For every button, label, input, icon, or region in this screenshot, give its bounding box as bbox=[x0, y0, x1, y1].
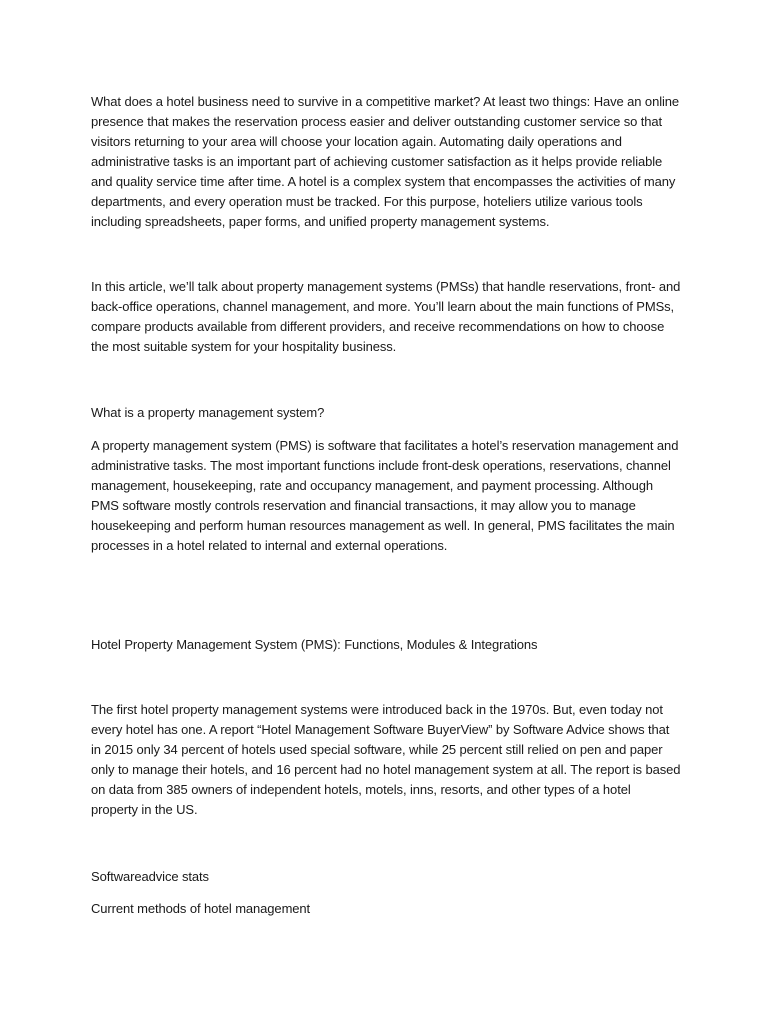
chart-title: Current methods of hotel management bbox=[91, 901, 311, 916]
pms-definition-paragraph: A property management system (PMS) is software that facilitates a hotel’s reservation management and administrative tasks. The most important functions include front-desk operations, reservations, channel management, housekeeping, rate and occupancy management, and payment processing. Although PMS software mostly controls reservation and financial transactions, it may allow you to manage housekeeping and perform human resources management as well. In general, PMS facilitates the main processes in a hotel related to internal and external operations. bbox=[91, 438, 679, 553]
heading-pms-functions: Hotel Property Management System (PMS): Functions, Modules & Integrations bbox=[91, 637, 538, 652]
intro-paragraph: What does a hotel business need to survive in a competitive market? At least two things: Have an online presence that makes the reservation process easier and deliver outstanding customer service so that visitors returning to your area will choose your location again. Automating daily operations and administrative tasks is an important part of achieving customer satisfaction as it helps provide reliable and quality service time after time. A hotel is a complex system that encompasses the activities of many departments, and every operation must be tracked. For this purpose, hoteliers utilize various tools including spreadsheets, paper forms, and unified property management systems. bbox=[91, 94, 680, 229]
article-overview-paragraph: In this article, we’ll talk about property management systems (PMSs) that handle reservations, front- and back-office operations, channel management, and more. You’ll learn about the main functions of PMSs, compare products available from different providers, and receive recommendations on how to choose the most suitable system for your hospitality business. bbox=[91, 279, 681, 354]
heading-what-is-pms: What is a property management system? bbox=[91, 405, 325, 420]
history-paragraph: The first hotel property management systems were introduced back in the 1970s. But, even today not every hotel has one. A report “Hotel Management Software BuyerView” by Software Advice shows that in 2015 only 34 percent of hotels used special software, while 25 percent still relied on pen and paper only to manage their hotels, and 16 percent had no hotel management system at all. The report is based on data from 385 owners of independent hotels, motels, inns, resorts, and other types of a hotel property in the US. bbox=[91, 702, 681, 817]
image-caption: Softwareadvice stats bbox=[91, 869, 209, 884]
